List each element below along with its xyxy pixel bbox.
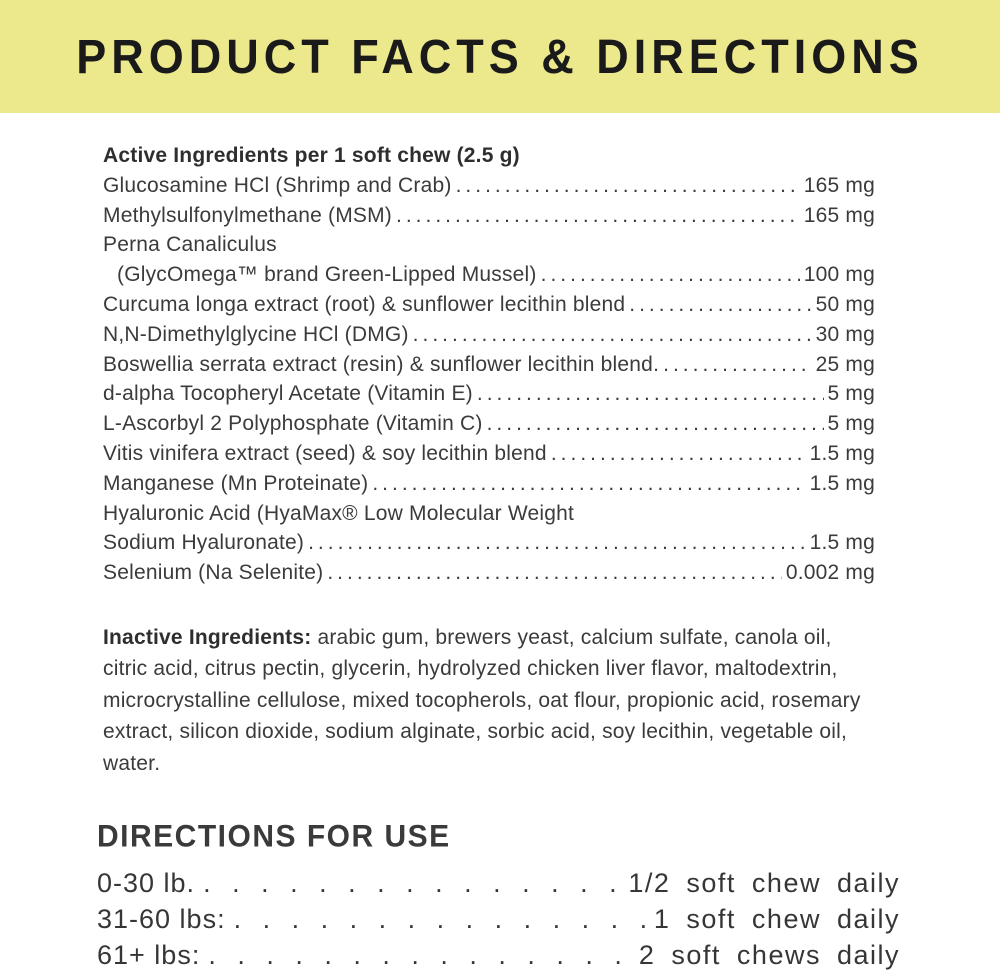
dot-leader xyxy=(551,439,806,469)
ingredient-amount: 1.5 mg xyxy=(809,441,875,465)
ingredient-row xyxy=(103,230,875,260)
ingredient-name: Glucosamine HCl (Shrimp and Crab) xyxy=(103,173,452,197)
dot-leader xyxy=(629,290,811,320)
ingredient-row xyxy=(103,469,875,499)
weight-range: 61+ lbs: xyxy=(97,940,201,971)
ingredient-name: (GlycOmega™ brand Green-Lipped Mussel) xyxy=(117,263,537,287)
ingredient-amount: 165 mg xyxy=(803,203,875,227)
direction-row xyxy=(97,865,900,901)
dose-value: 2 soft chews daily xyxy=(638,940,900,971)
dot-leader xyxy=(327,558,781,588)
inactive-ingredients-section xyxy=(103,622,880,780)
ingredient-name: Hyaluronic Acid (HyaMax® Low Molecular Weight xyxy=(103,501,575,525)
ingredient-name: Boswellia serrata extract (resin) & sunflower lecithin blend. xyxy=(103,352,660,376)
ingredient-amount: 0.002 mg xyxy=(785,561,875,585)
ingredient-name: d-alpha Tocopheryl Acetate (Vitamin E) xyxy=(103,382,473,406)
ingredient-amount: 5 mg xyxy=(827,382,875,406)
dot-leader xyxy=(663,350,812,380)
header-banner xyxy=(0,0,1000,113)
ingredient-name: N,N-Dimethylglycine HCl (DMG) xyxy=(103,322,409,346)
ingredient-amount: 50 mg xyxy=(815,292,875,316)
weight-range: 31-60 lbs: xyxy=(97,904,226,935)
dot-leader xyxy=(456,171,800,201)
direction-row xyxy=(97,937,900,973)
dot-leader xyxy=(208,937,631,973)
ingredient-name: Manganese (Mn Proteinate) xyxy=(103,471,369,495)
dot-leader xyxy=(413,320,812,350)
directions-heading: DIRECTIONS FOR USE xyxy=(97,819,451,855)
ingredient-row xyxy=(103,558,875,588)
dot-leader xyxy=(541,260,800,290)
ingredient-name: Selenium (Na Selenite) xyxy=(103,561,324,585)
page-title: PRODUCT FACTS & DIRECTIONS xyxy=(76,28,924,84)
ingredient-name: L-Ascorbyl 2 Polyphosphate (Vitamin C) xyxy=(103,412,483,436)
dot-leader xyxy=(203,865,620,901)
ingredient-row xyxy=(103,528,875,558)
ingredient-name: Curcuma longa extract (root) & sunflower lecithin blend xyxy=(103,292,626,316)
ingredient-name: Sodium Hyaluronate) xyxy=(103,531,305,555)
directions-section xyxy=(97,821,900,973)
ingredient-row xyxy=(103,499,875,529)
ingredient-row xyxy=(103,290,875,320)
dot-leader xyxy=(396,201,800,231)
ingredient-amount: 1.5 mg xyxy=(809,531,875,555)
ingredient-amount: 1.5 mg xyxy=(809,471,875,495)
inactive-ingredients-heading: Inactive Ingredients: xyxy=(103,625,312,649)
ingredient-name: Vitis vinifera extract (seed) & soy lecithin blend xyxy=(103,441,547,465)
ingredient-amount: 25 mg xyxy=(815,352,875,376)
ingredient-row xyxy=(103,439,875,469)
ingredient-row xyxy=(103,171,875,201)
active-ingredients-heading: Active Ingredients per 1 soft chew (2.5 g) xyxy=(103,144,520,167)
ingredient-amount: 30 mg xyxy=(815,322,875,346)
dot-leader xyxy=(477,379,824,409)
direction-row xyxy=(97,901,900,937)
ingredient-row xyxy=(103,379,875,409)
dot-leader xyxy=(308,528,806,558)
dose-value: 1 soft chew daily xyxy=(653,904,900,935)
ingredient-row xyxy=(103,320,875,350)
dose-value: 1/2 soft chew daily xyxy=(628,868,900,899)
weight-range: 0-30 lb. xyxy=(97,868,196,899)
ingredient-row xyxy=(103,260,875,290)
active-ingredients-section xyxy=(103,141,875,588)
ingredient-row xyxy=(103,201,875,231)
dot-leader xyxy=(487,409,824,439)
inactive-ingredients-text: arabic gum, brewers yeast, calcium sulfate, canola oil, citric acid, citrus pectin, glycerin, hydrolyzed chicken liver flavor, maltodextrin, microcrystalline cellulose, mixed tocopherols, oat flour, propionic acid, rosemary extract, silicon dioxide, sodium alginate, sorbic acid, soy lecithin, vegetable oil, water. xyxy=(103,625,861,775)
ingredient-amount: 5 mg xyxy=(827,412,875,436)
ingredient-amount: 100 mg xyxy=(803,263,875,287)
ingredient-name: Perna Canaliculus xyxy=(103,233,277,257)
ingredient-row xyxy=(103,409,875,439)
ingredient-name: Methylsulfonylmethane (MSM) xyxy=(103,203,392,227)
ingredient-amount: 165 mg xyxy=(803,173,875,197)
dot-leader xyxy=(234,901,646,937)
dot-leader xyxy=(372,469,805,499)
ingredient-row xyxy=(103,350,875,380)
